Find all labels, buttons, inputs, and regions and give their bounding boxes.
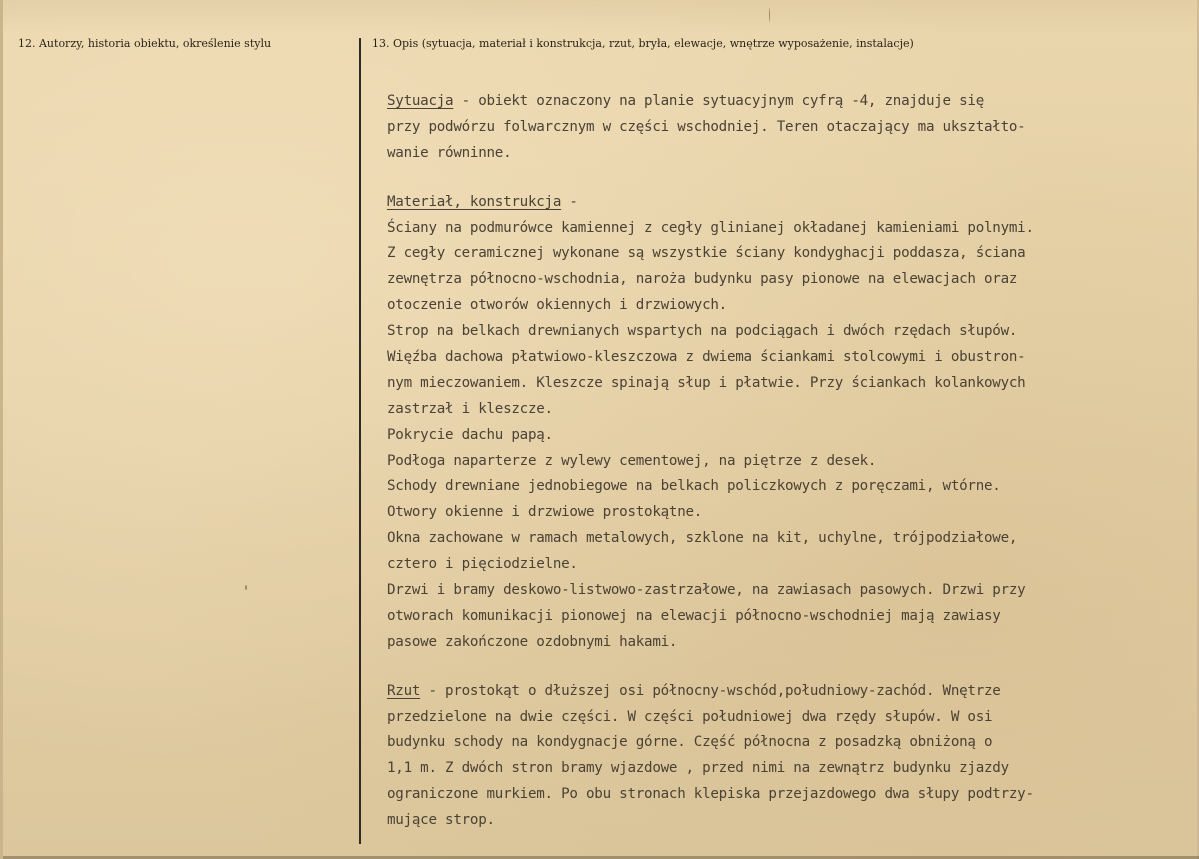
material-line: Strop na belkach drewnianych wspartych na podciągach i dwóch rzędach słupów. [387, 323, 1018, 340]
material-line: Podłoga naparterze z wylewy cementowej, na piętrze z desek. [387, 452, 877, 469]
material-heading-suffix: - [561, 193, 578, 210]
sytuacja-heading: Sytuacja [387, 93, 454, 109]
material-line: nym mieczowaniem. Kleszcze spinają słup i płatwie. Przy ściankach kolankowych [387, 374, 1026, 391]
rzut-text: - prostokąt o dłuższej osi północny-wschód,południowy-zachód. Wnętrze [420, 682, 1001, 699]
rzut-line-1 [387, 679, 1187, 705]
section-12-header: 12. Autorzy, historia obiektu, określenie stylu [18, 37, 272, 50]
material-line: zastrzał i kleszcze. [387, 400, 553, 417]
sytuacja-text: - obiekt oznaczony na planie sytuacyjnym cyfrą -4, znajduje się [453, 93, 985, 109]
material-line: Pokrycie dachu papą. [387, 426, 553, 443]
rzut-line: 1,1 m. Z dwóch stron bramy wjazdowe , przed nimi na zewnątrz budynku zjazdy [387, 760, 1009, 777]
material-line: Okna zachowane w ramach metalowych, szklone na kit, uchylne, trójpodziałowe, [387, 530, 1018, 547]
material-heading-line [387, 190, 1187, 216]
sytuacja-line-1 [387, 89, 1187, 115]
rzut-heading: Rzut [387, 682, 421, 699]
paper-speck [245, 585, 247, 590]
paragraph-gap [387, 656, 1187, 679]
material-line: Drzwi i bramy deskowo-listwowo-zastrzałowe, na zawiasach pasowych. Drzwi przy [387, 582, 1026, 599]
sytuacja-line-2: przy podwórzu folwarcznym w części wschodniej. Teren otaczający ma ukształto- [387, 118, 1026, 135]
section-13-header: 13. Opis (sytuacja, materiał i konstrukcja, rzut, bryła, elewacje, wnętrze wyposażenie, instalacje) [372, 37, 914, 50]
rzut-line: budynku schody na kondygnacje górne. Część północna z posadzką obniżoną o [387, 734, 993, 751]
material-line: cztero i pięciodzielne. [387, 556, 578, 573]
material-line: pasowe zakończone ozdobnymi hakami. [387, 633, 678, 650]
material-line: Schody drewniane jednobiegowe na belkach policzkowych z poręczami, wtórne. [387, 478, 1001, 495]
paper-speck [769, 8, 770, 22]
rzut-line: mujące strop. [387, 812, 495, 829]
material-line: Więźba dachowa płatwiowo-kleszczowa z dwiema ściankami stolcowymi i obustron- [387, 349, 1026, 366]
paragraph-gap [387, 167, 1187, 190]
material-line: Ściany na podmurówce kamiennej z cegły glinianej okładanej kamieniami polnymi. [387, 219, 1034, 236]
paper-top-band [3, 0, 1199, 34]
material-line: otoczenie otworów okiennych i drzwiowych. [387, 297, 727, 314]
material-heading: Materiał, konstrukcja [387, 193, 562, 210]
material-line: Otwory okienne i drzwiowe prostokątne. [387, 504, 703, 521]
column-divider [359, 38, 361, 844]
rzut-line: ograniczone murkiem. Po obu stronach klepiska przejazdowego dwa słupy podtrzy- [387, 786, 1034, 803]
rzut-line: przedzielone na dwie części. W części południowej dwa rzędy słupów. W osi [387, 708, 993, 725]
material-line: Z cegły ceramicznej wykonane są wszystkie ściany kondyghacji poddasza, ściana [387, 245, 1026, 262]
sytuacja-line-3: wanie równinne. [387, 144, 512, 161]
material-line: zewnętrza północno-wschodnia, naroża budynku pasy pionowe na elewacjach oraz [387, 271, 1018, 288]
description-text [387, 89, 1187, 834]
material-line: otworach komunikacji pionowej na elewacji północno-wschodniej mają zawiasy [387, 607, 1001, 624]
